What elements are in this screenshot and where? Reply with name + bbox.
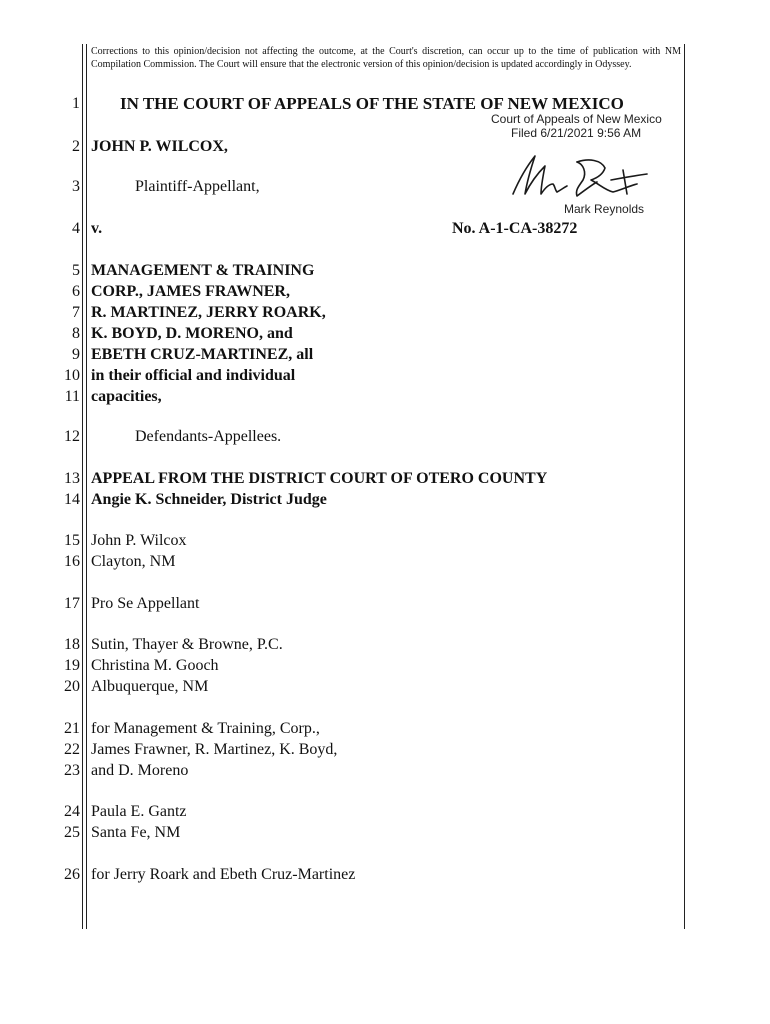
- line-number: 11: [64, 388, 80, 405]
- line-number: 9: [72, 346, 80, 363]
- second-attorney-represents: for Jerry Roark and Ebeth Cruz-Martinez: [91, 866, 356, 883]
- firm-attorney: Christina M. Gooch: [91, 657, 219, 674]
- line-number: 1: [72, 95, 80, 112]
- court-heading: IN THE COURT OF APPEALS OF THE STATE OF NEW MEXICO: [120, 94, 624, 113]
- law-firm: Sutin, Thayer & Browne, P.C.: [91, 636, 283, 653]
- plaintiff-role: Plaintiff-Appellant,: [135, 178, 260, 195]
- firm-city: Albuquerque, NM: [91, 678, 209, 695]
- docket-number: No. A-1-CA-38272: [452, 220, 578, 237]
- line-number: 19: [64, 657, 80, 674]
- firm-represents-line: and D. Moreno: [91, 762, 189, 779]
- line-number: 5: [72, 262, 80, 279]
- second-attorney-city: Santa Fe, NM: [91, 824, 181, 841]
- line-number: 3: [72, 178, 80, 195]
- right-margin-rule: [684, 44, 685, 929]
- defendant-line: K. BOYD, D. MORENO, and: [91, 325, 293, 342]
- line-number: 2: [72, 138, 80, 155]
- line-number: 13: [64, 470, 80, 487]
- line-number: 12: [64, 428, 80, 445]
- line-number: 15: [64, 532, 80, 549]
- defendant-line: MANAGEMENT & TRAINING: [91, 262, 315, 279]
- line-number: 8: [72, 325, 80, 342]
- line-number: 10: [64, 367, 80, 384]
- line-number: 6: [72, 283, 80, 300]
- defendant-line: capacities,: [91, 388, 162, 405]
- line-number: 22: [64, 741, 80, 758]
- line-number: 14: [64, 491, 80, 508]
- defendant-line: R. MARTINEZ, JERRY ROARK,: [91, 304, 326, 321]
- versus: v.: [91, 220, 103, 237]
- stamp-court: Court of Appeals of New Mexico: [491, 112, 662, 126]
- line-number: 25: [64, 824, 80, 841]
- stamp-signer: Mark Reynolds: [564, 202, 645, 216]
- signature-image: [505, 150, 655, 208]
- left-margin-rule-inner: [86, 44, 87, 929]
- line-number: 21: [64, 720, 80, 737]
- line-number: 23: [64, 762, 80, 779]
- second-attorney: Paula E. Gantz: [91, 803, 187, 820]
- defendant-line: in their official and individual: [91, 367, 296, 384]
- line-number: 26: [64, 866, 80, 883]
- appellant-city: Clayton, NM: [91, 553, 176, 570]
- appellant-name: John P. Wilcox: [91, 532, 187, 549]
- stamp-filed: Filed 6/21/2021 9:56 AM: [511, 126, 642, 140]
- defendant-line: EBETH CRUZ-MARTINEZ, all: [91, 346, 314, 363]
- line-number: 16: [64, 553, 80, 570]
- defendants-role: Defendants-Appellees.: [135, 428, 282, 445]
- firm-represents-line: for Management & Training, Corp.,: [91, 720, 320, 737]
- appellant-role: Pro Se Appellant: [91, 595, 200, 612]
- line-number: 4: [72, 220, 80, 237]
- corrections-notice: Corrections to this opinion/decision not affecting the outcome, at the Court's discretion, can occur up to the time of publication with NM Compilation Commission. The Court will ensure that the electronic version of this opinion/decision is updated accordingly in Odyssey.: [91, 46, 681, 70]
- firm-represents-line: James Frawner, R. Martinez, K. Boyd,: [91, 741, 338, 758]
- line-number: 18: [64, 636, 80, 653]
- line-number: 20: [64, 678, 80, 695]
- left-margin-rule: [82, 44, 83, 929]
- defendant-line: CORP., JAMES FRAWNER,: [91, 283, 290, 300]
- line-number: 24: [64, 803, 80, 820]
- district-judge: Angie K. Schneider, District Judge: [91, 491, 327, 508]
- plaintiff-name: JOHN P. WILCOX,: [91, 138, 228, 155]
- line-number: 17: [64, 595, 80, 612]
- appeal-heading: APPEAL FROM THE DISTRICT COURT OF OTERO COUNTY: [91, 470, 548, 487]
- line-number: 7: [72, 304, 80, 321]
